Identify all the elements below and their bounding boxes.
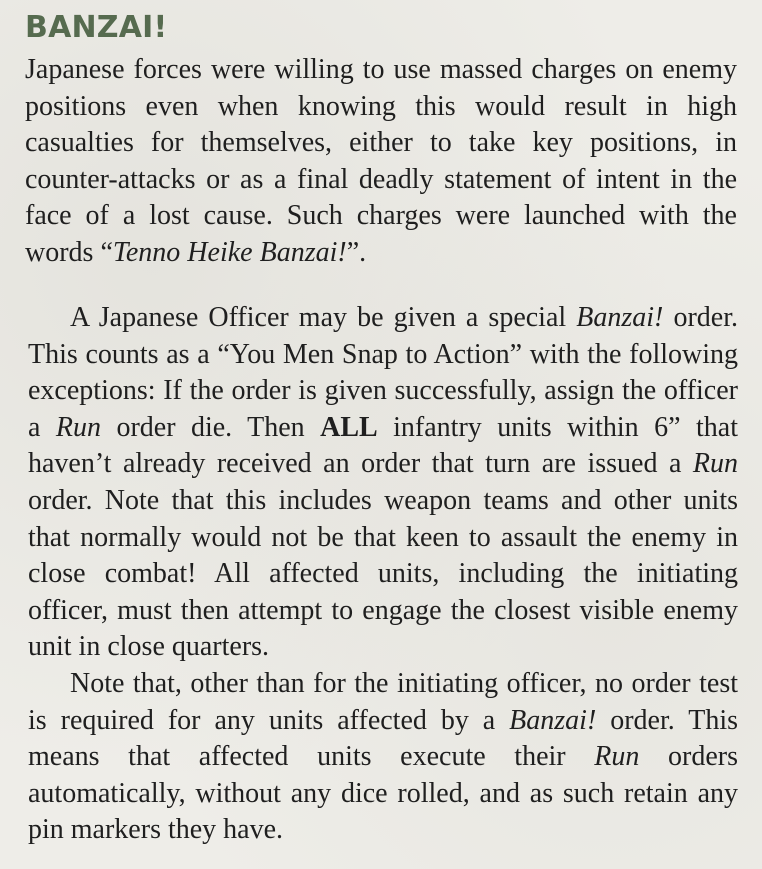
section-heading: BANZAI! [25, 10, 168, 45]
rule-italic-run-1: Run [55, 411, 101, 443]
rule-text-5: order. Note that this includes weapon teams and other units that normally would not be that keen to assault the enemy in close combat! All affected units, including the initiating officer, must then attempt to engage the closest visible enemy unit in close quarters. [28, 484, 738, 663]
rule-bold-all: ALL [320, 411, 378, 443]
order-test-paragraph [28, 666, 738, 849]
order-rule-paragraph [28, 300, 738, 666]
intro-text-1: Japanese forces were willing to use massed charges on enemy positions even when knowing this would result in high casualties for themselves, either to take key positions, in counter-attacks or as a final deadly statement of intent in the face of a lost cause. Such charges were launched with the words “ [25, 54, 737, 268]
intro-text-2: ”. [346, 236, 367, 268]
test-italic-banzai: Banzai! [509, 704, 597, 736]
rule-text-4: infantry units within 6” that haven’t already received an order that turn are issued a [28, 411, 738, 480]
rule-italic-run-2: Run [692, 448, 738, 480]
intro-italic-phrase: Tenno Heike Banzai! [112, 236, 347, 268]
intro-paragraph [25, 52, 737, 272]
rule-text-2: order. This counts as a “You Men Snap to Action” with the following exceptions: If the order is given successfully, assign the officer a [28, 302, 738, 443]
test-text-3: orders automatically, without any dice rolled, and as such retain any pin markers they have. [28, 741, 738, 846]
test-italic-run: Run [594, 741, 640, 773]
rule-italic-banzai: Banzai! [576, 302, 664, 333]
test-text-1: Note that, other than for the initiating officer, no order test is required for any units affected by a [28, 668, 738, 736]
rule-text-3: order die. Then [101, 411, 321, 443]
rule-text-1: A Japanese Officer may be given a special [70, 302, 577, 333]
test-text-2: order. This means that affected units execute their [28, 704, 738, 773]
